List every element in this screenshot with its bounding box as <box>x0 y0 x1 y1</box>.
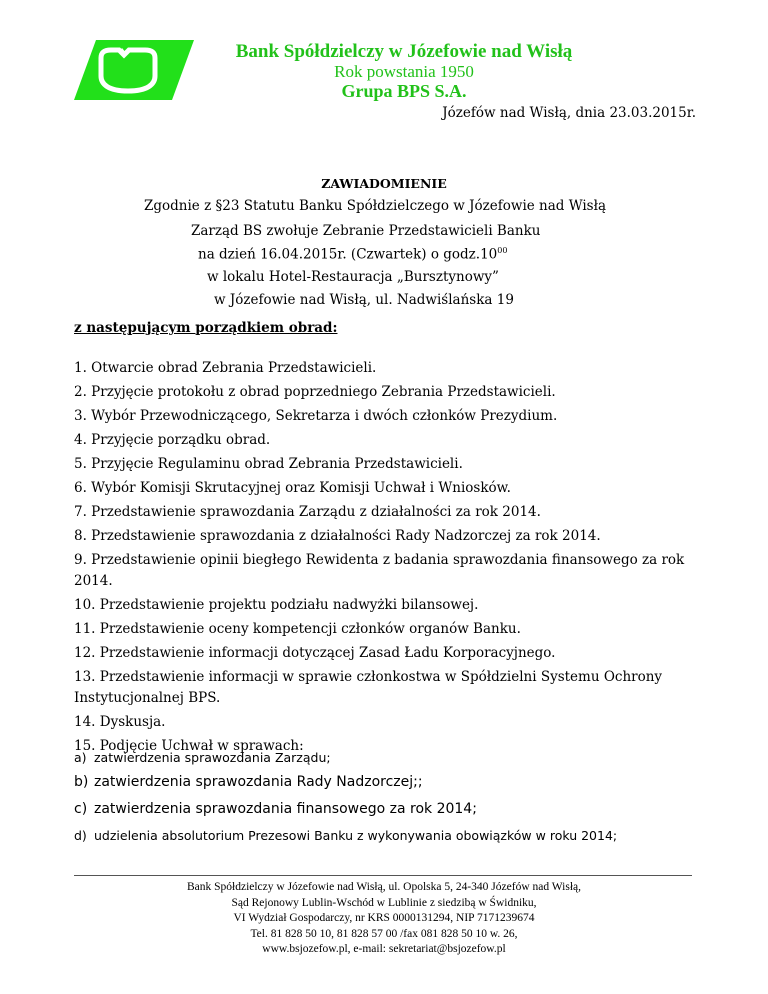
footer-line: Sąd Rejonowy Lublin-Wschód w Lublinie z siedzibą w Świdniku, <box>231 896 537 909</box>
footer-line: www.bsjozefow.pl, e-mail: sekretariat@bsjozefow.pl <box>262 943 506 955</box>
agenda-item: 13. Przedstawienie informacji w sprawie członkostwa w Spółdzielni Systemu Ochrony Instytucjonalnej BPS. <box>74 669 663 706</box>
agenda-heading: z następującym porządkiem obrad: <box>74 320 338 336</box>
footer-line: Tel. 81 828 50 10, 81 828 57 00 /fax 081 828 50 10 w. 26, <box>250 927 518 940</box>
agenda-item: 11. Przedstawienie oceny kompetencji członków organów Banku. <box>74 621 521 637</box>
resolution-letter: b) <box>74 774 89 790</box>
resolution-letter: a) <box>74 750 87 765</box>
footer-line: VI Wydział Gospodarczy, nr KRS 0000131294, NIP 7171239674 <box>233 912 535 924</box>
notice-line-4: w lokalu Hotel-Restauracja „Bursztynowy” <box>207 269 499 285</box>
resolution-letter: d) <box>74 828 87 843</box>
agenda-item: 6. Wybór Komisji Skrutacyjnej oraz Komisji Uchwał i Wniosków. <box>74 480 511 496</box>
footer-line: Bank Spółdzielczy w Józefowie nad Wisłą, ul. Opolska 5, 24-340 Józefów nad Wisłą, <box>186 881 582 893</box>
agenda-item: 15. Podjęcie Uchwał w sprawach: <box>74 738 304 754</box>
founded-year: Rok powstania 1950 <box>334 62 474 81</box>
notice-line-3 <box>198 246 507 263</box>
agenda-item: 3. Wybór Przewodniczącego, Sekretarza i dwóch członków Prezydium. <box>74 408 558 424</box>
resolution-text: zatwierdzenia sprawozdania Rady Nadzorczej;; <box>94 774 423 790</box>
group-name: Grupa BPS S.A. <box>341 81 467 101</box>
agenda-list <box>74 358 704 760</box>
time-superscript: 00 <box>497 246 508 255</box>
resolution-item <box>74 822 704 849</box>
agenda-item: 9. Przedstawienie opinii biegłego Rewidenta z badania sprawozdania finansowego za rok 2014. <box>74 552 685 589</box>
notice-title: ZAWIADOMIENIE <box>321 176 447 191</box>
resolution-text: zatwierdzenia sprawozdania finansowego za rok 2014; <box>94 801 477 817</box>
resolution-list <box>74 747 704 849</box>
agenda-item: 14. Dyskusja. <box>74 714 166 730</box>
resolution-item <box>74 796 704 822</box>
agenda-item: 8. Przedstawienie sprawozdania z działalności Rady Nadzorczej za rok 2014. <box>74 528 601 544</box>
agenda-item: 4. Przyjęcie porządku obrad. <box>74 432 271 448</box>
resolution-letter: c) <box>74 801 88 817</box>
footer-divider <box>74 875 692 876</box>
resolution-item <box>74 747 704 769</box>
agenda-item: 2. Przyjęcie protokołu z obrad poprzedniego Zebrania Przedstawicieli. <box>74 384 556 400</box>
notice-line-1: Zgodnie z §23 Statutu Banku Spółdzielczego w Józefowie nad Wisłą <box>144 198 607 214</box>
agenda-item: 5. Przyjęcie Regulaminu obrad Zebrania Przedstawicieli. <box>74 456 463 472</box>
notice-line-5: w Józefowie nad Wisłą, ul. Nadwiślańska 19 <box>214 292 514 308</box>
agenda-item: 12. Przedstawienie informacji dotyczącej Zasad Ładu Korporacyjnego. <box>74 645 556 661</box>
bank-name: Bank Spółdzielczy w Józefowie nad Wisłą <box>235 41 573 62</box>
agenda-item: 1. Otwarcie obrad Zebrania Przedstawicieli. <box>74 360 377 376</box>
notice-line-3-text: na dzień 16.04.2015r. (Czwartek) o godz.10 <box>198 246 498 263</box>
resolution-text: udzielenia absolutorium Prezesowi Banku z wykonywania obowiązków w roku 2014; <box>94 828 618 843</box>
agenda-item: 10. Przedstawienie projektu podziału nadwyżki bilansowej. <box>74 597 479 613</box>
resolution-text: zatwierdzenia sprawozdania Zarządu; <box>94 750 331 765</box>
footer <box>0 880 768 958</box>
agenda-item: 7. Przedstawienie sprawozdania Zarządu z działalności za rok 2014. <box>74 504 541 520</box>
date-line: Józefów nad Wisłą, dnia 23.03.2015r. <box>442 105 696 121</box>
notice-line-2: Zarząd BS zwołuje Zebranie Przedstawicieli Banku <box>191 223 541 239</box>
resolution-item <box>74 769 704 796</box>
